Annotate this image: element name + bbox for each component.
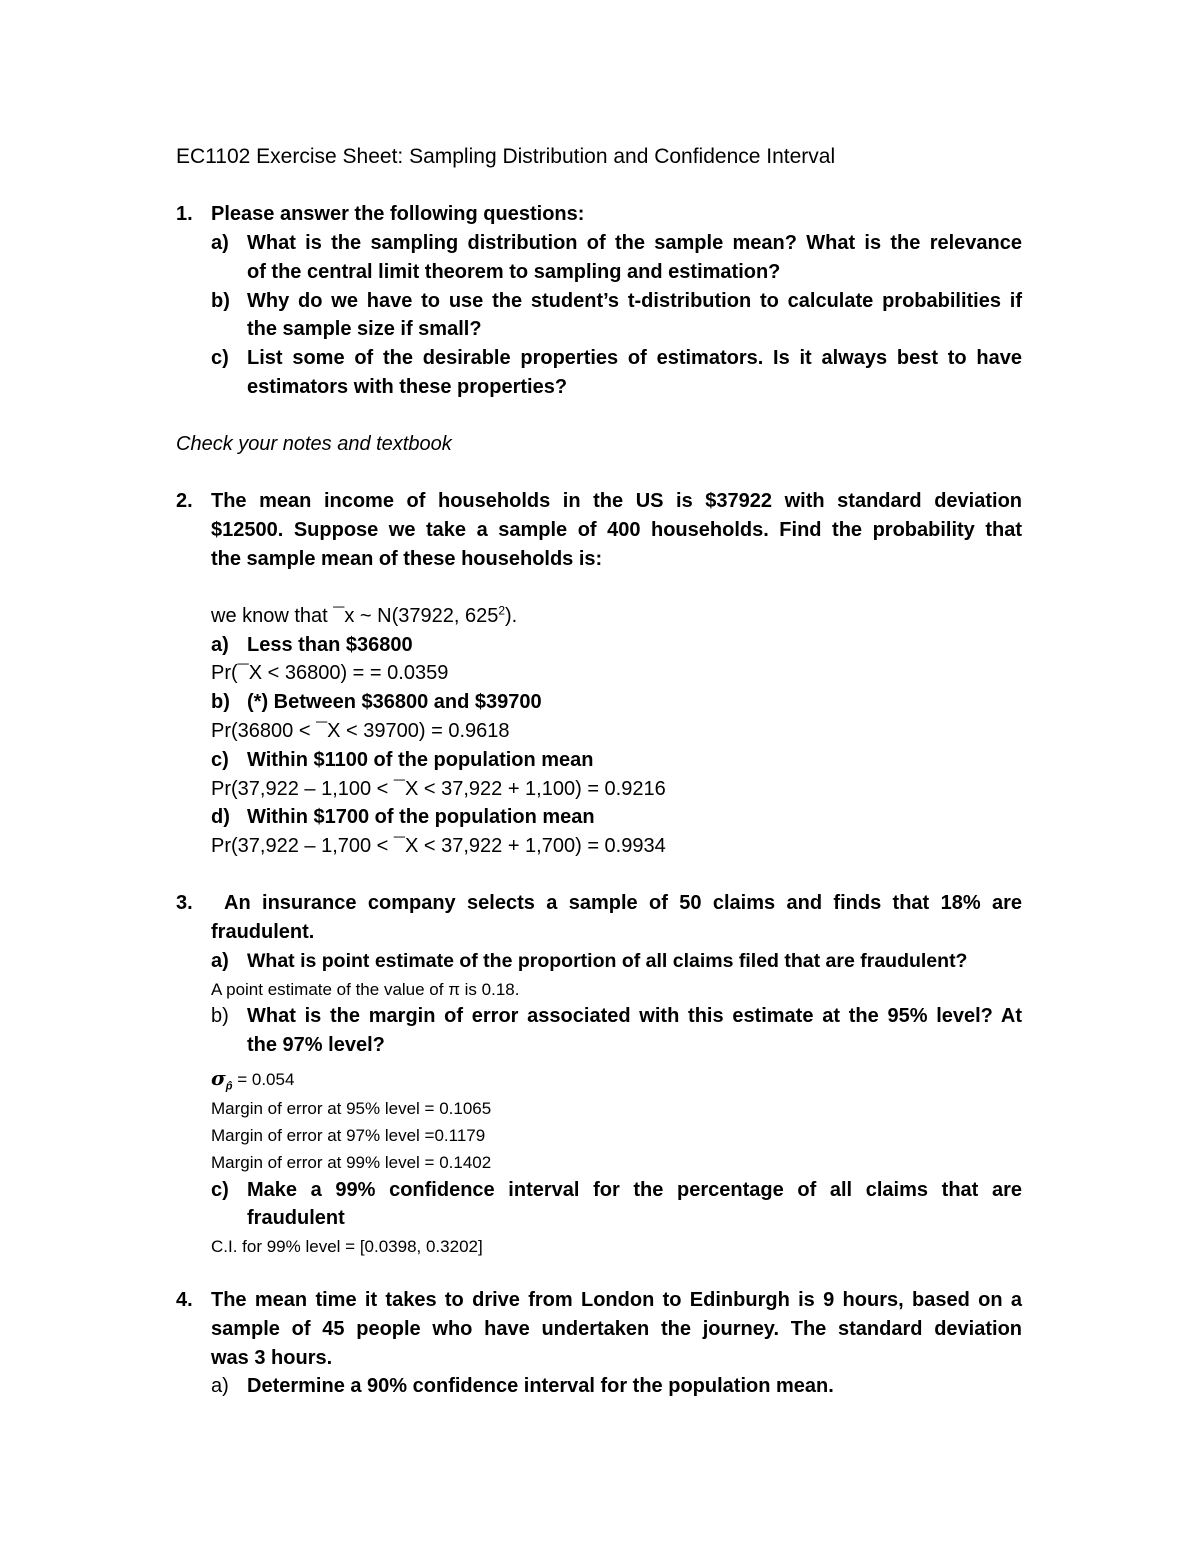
q3a-answer: A point estimate of the value of π is 0.18. [211,980,520,999]
q1b-line1: Why do we have to use the student’s t-distribution to calculate probabilities if [247,290,1022,312]
q2-number: 2. [176,490,193,512]
q1a-line2: of the central limit theorem to sampling and estimation? [247,261,781,283]
q3a-text: What is point estimate of the proportion of all claims filed that are fraudulent? [247,950,968,972]
q3c-marker: c) [211,1179,229,1201]
q2a-answer: Pr(¯X < 36800) = = 0.0359 [211,662,449,684]
sigma-subscript: p̂ [225,1080,233,1093]
q1b-marker: b) [211,290,230,312]
q3b-marker: b) [211,1005,229,1027]
q4a-marker: a) [211,1375,229,1397]
q4-line2: sample of 45 people who have undertaken the journey. The standard deviation [211,1318,1022,1340]
q3c-answer: C.I. for 99% level = [0.0398, 0.3202] [211,1237,483,1256]
q3-moe-97: Margin of error at 97% level =0.1179 [211,1126,486,1145]
q4a-text: Determine a 90% confidence interval for the population mean. [247,1375,834,1397]
q2d-answer: Pr(37,922 – 1,700 < ¯X < 37,922 + 1,700) = 0.9934 [211,835,666,857]
q4-line3: was 3 hours. [211,1347,333,1369]
q2b-text: (*) Between $36800 and $39700 [247,691,542,713]
q1c-line1: List some of the desirable properties of estimators. Is it always best to have [247,347,1022,369]
q3-line1: An insurance company selects a sample of 50 claims and finds that 18% are [224,892,1022,914]
q1c-line2: estimators with these properties? [247,376,568,398]
q3b-line2: the 97% level? [247,1034,385,1056]
q2-distribution-end: ). [505,605,518,627]
q2d-text: Within $1700 of the population mean [247,806,595,828]
sigma-symbol: σ [211,1066,226,1090]
q2-line2: $12500. Suppose we take a sample of 400 households. Find the probability that [211,519,1022,541]
q2-distribution-exponent: 2 [498,603,506,618]
q3b-line1: What is the margin of error associated with this estimate at the 95% level? At [247,1005,1022,1027]
q1b-line2: the sample size if small? [247,318,482,340]
page-title: EC1102 Exercise Sheet: Sampling Distribution and Confidence Interval [176,145,836,168]
q2-distribution [211,602,517,630]
q4-number: 4. [176,1289,193,1311]
q1-intro: Please answer the following questions: [211,203,585,225]
q2c-marker: c) [211,749,229,771]
q2-line3: the sample mean of these households is: [211,548,603,570]
q3-line2: fraudulent. [211,921,315,943]
q3-sigma [211,1064,294,1094]
q1-number: 1. [176,203,193,225]
q1c-marker: c) [211,347,229,369]
q3a-marker: a) [211,950,229,972]
q2-line1: The mean income of households in the US is $37922 with standard deviation [211,490,1022,512]
q2-distribution-text: we know that ¯x ~ N(37922, 625 [211,605,499,627]
q1a-marker: a) [211,232,229,254]
q3c-line2: fraudulent [247,1207,345,1229]
q2a-marker: a) [211,634,229,656]
q2b-marker: b) [211,691,230,713]
q3-moe-95: Margin of error at 95% level = 0.1065 [211,1099,492,1118]
q2c-text: Within $1100 of the population mean [247,749,594,771]
q1a-line1: What is the sampling distribution of the sample mean? What is the relevance [247,232,1022,254]
q2b-answer: Pr(36800 < ¯X < 39700) = 0.9618 [211,720,510,742]
q2d-marker: d) [211,806,230,828]
study-note: Check your notes and textbook [176,433,452,455]
q2a-text: Less than $36800 [247,634,413,656]
q3-moe-99: Margin of error at 99% level = 0.1402 [211,1153,492,1172]
q3-number: 3. [176,892,193,914]
q2c-answer: Pr(37,922 – 1,100 < ¯X < 37,922 + 1,100) = 0.9216 [211,778,666,800]
q3c-line1: Make a 99% confidence interval for the percentage of all claims that are [247,1179,1022,1201]
q4-line1: The mean time it takes to drive from London to Edinburgh is 9 hours, based on a [211,1289,1022,1311]
sigma-value: = 0.054 [232,1070,295,1089]
